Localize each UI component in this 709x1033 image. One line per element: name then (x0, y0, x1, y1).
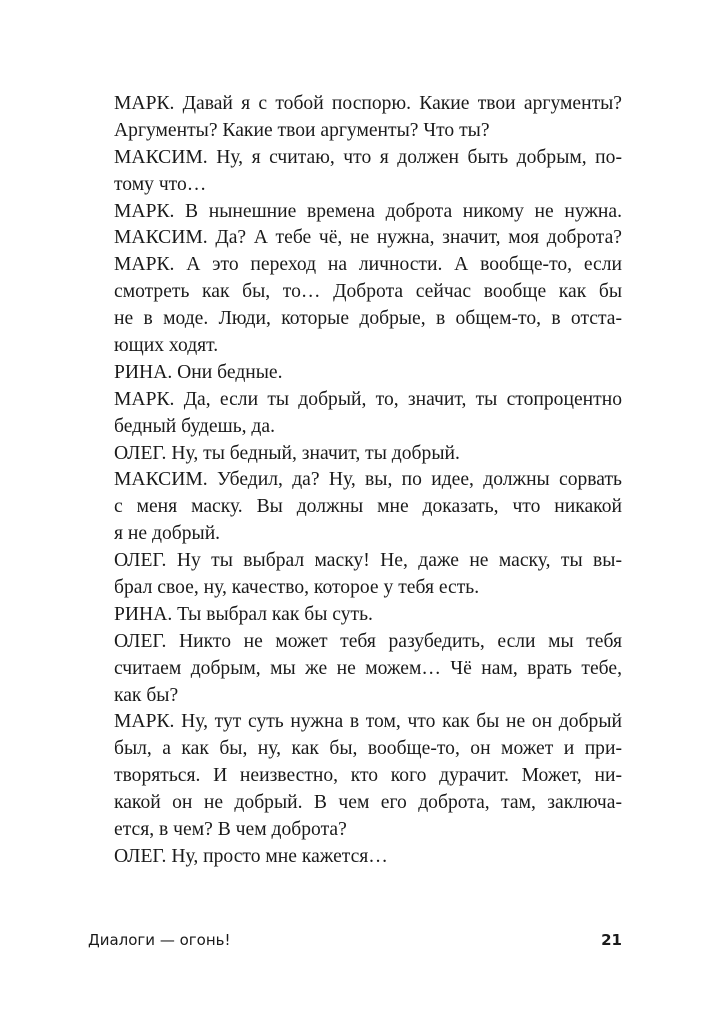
text-line: брал свое, ну, качество, которое у тебя есть. (114, 577, 480, 599)
running-footer-title: Диалоги — огонь! (88, 931, 231, 949)
text-line: РИНА. Они бедные. (114, 361, 283, 383)
text-line: ОЛЕГ. Никто не может тебя разубедить, если мы тебя (114, 630, 622, 652)
text-line: Аргументы? Какие твои аргументы? Что ты? (114, 119, 490, 141)
text-line: я не добрый. (114, 523, 221, 545)
text-line: МАРК. Да, если ты добрый, то, значит, ты стопроцентно (114, 388, 622, 410)
text-line: смотреть как бы, то… Доброта сейчас вообще как бы (114, 281, 622, 303)
text-line: был, а как бы, ну, как бы, вообще-то, он может и при- (114, 738, 622, 760)
text-line: как бы? (114, 684, 179, 706)
text-line: МАКСИМ. Ну, я считаю, что я должен быть добрым, по- (114, 146, 622, 168)
text-line: ется, в чем? В чем доброта? (114, 819, 347, 841)
dialogue-text (114, 91, 622, 871)
text-line: МАРК. В нынешние времена доброта никому не нужна. (114, 200, 622, 222)
text-line: ОЛЕГ. Ну ты выбрал маску! Не, даже не маску, ты вы- (114, 550, 622, 572)
text-line: считаем добрым, мы же не можем… Чё нам, врать тебе, (114, 657, 622, 679)
text-line: МАРК. Давай я с тобой поспорю. Какие твои аргументы? (114, 93, 622, 114)
text-line: творяться. И неизвестно, кто кого дурачит. Может, ни- (114, 765, 622, 787)
text-line: ОЛЕГ. Ну, просто мне кажется… (114, 845, 388, 867)
text-line: РИНА. Ты выбрал как бы суть. (114, 603, 373, 625)
text-line: ющих ходят. (114, 335, 219, 357)
text-line: ОЛЕГ. Ну, ты бедный, значит, ты добрый. (114, 442, 460, 464)
text-line: какой он не добрый. В чем его доброта, там, заключа- (114, 792, 622, 814)
text-line: МАРК. А это переход на личности. А вообще-то, если (114, 254, 622, 276)
text-line: МАРК. Ну, тут суть нужна в том, что как бы не он добрый (114, 711, 622, 733)
text-line: тому что… (114, 173, 207, 195)
text-line: с меня маску. Вы должны мне доказать, что никакой (114, 496, 622, 518)
text-line: бедный будешь, да. (114, 415, 275, 437)
text-line: не в моде. Люди, которые добрые, в общем-то, в отста- (114, 308, 622, 330)
text-line: МАКСИМ. Да? А тебе чё, не нужна, значит, моя доброта? (114, 227, 622, 249)
page-number: 21 (601, 931, 622, 949)
text-line: МАКСИМ. Убедил, да? Ну, вы, по идее, должны сорвать (114, 469, 622, 491)
